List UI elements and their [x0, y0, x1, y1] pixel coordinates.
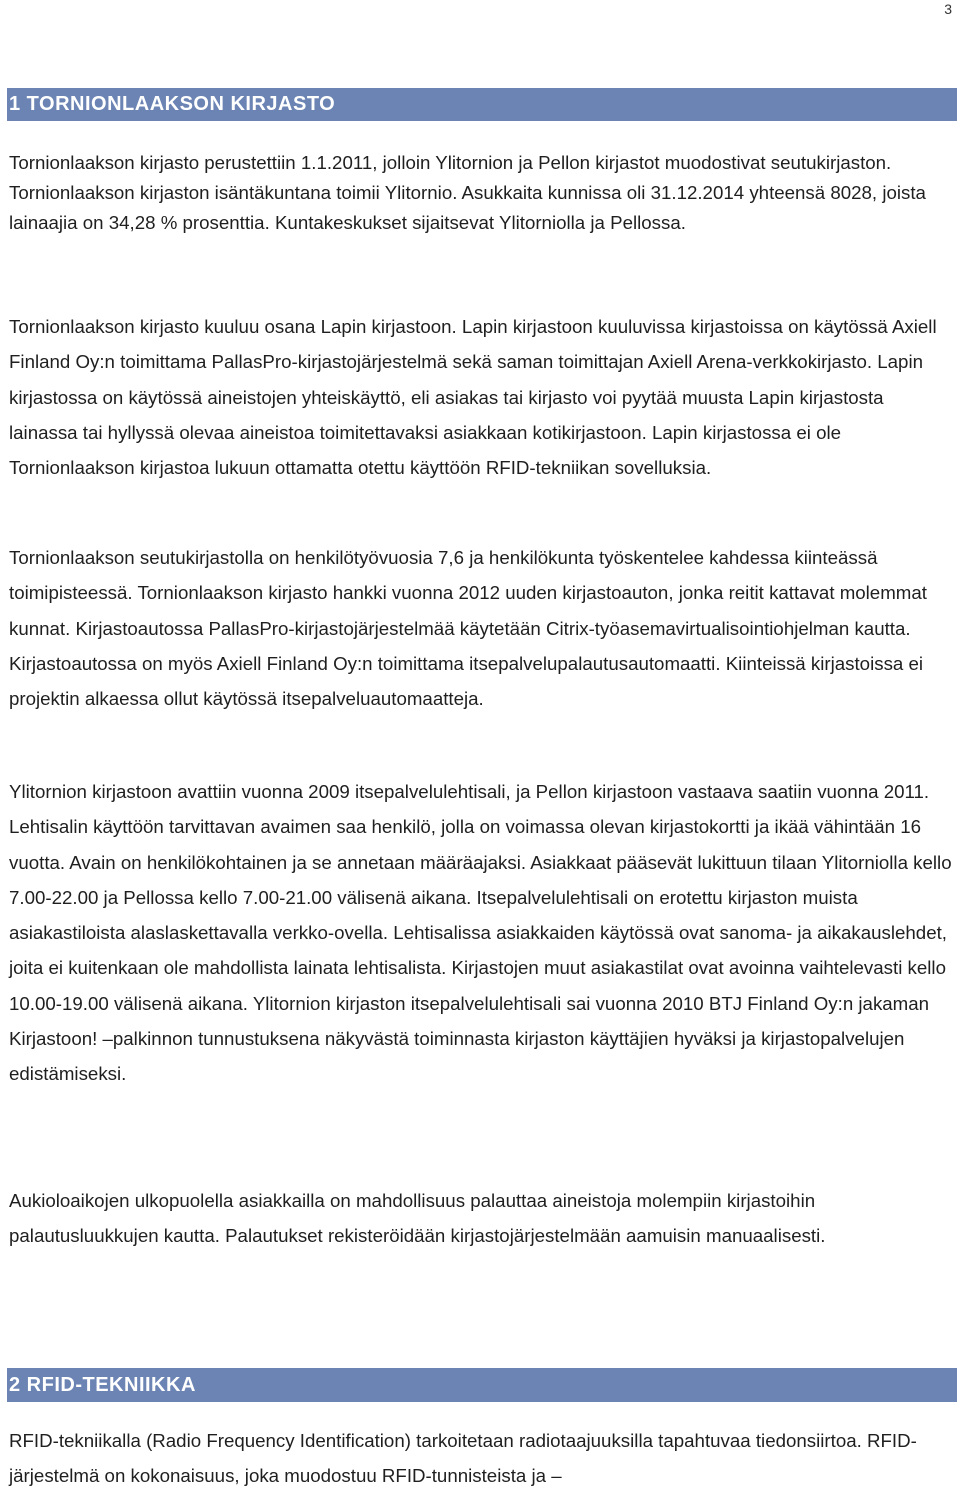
paragraph-self-service-reading-room: Ylitornion kirjastoon avattiin vuonna 2009 itsepalvelulehtisali, ja Pellon kirjastoon vastaava saatiin vuonna 2011. Lehtisalin käyttöön tarvittavan avaimen saa henkilö, jolla on voimassa olevan kirjastokortti ja ikää vähintään 16 vuotta. Avain on henkilökohtainen ja se annetaan määräajaksi. Asiakkaat pääsevät lukittuun tilaan Ylitorniolla kello 7.00-22.00 ja Pellossa kello 7.00-21.00 välisenä aikana. Itsepalvelulehtisali on erotettu kirjaston muista asiakastiloista alaslaskettavalla verkko-ovella. Lehtisalissa asiakkaiden käytössä ovat sanoma- ja aikakauslehdet, joita ei kuitenkaan ole mahdollista lainata lehtisalista. Kirjastojen muut asiakastilat ovat avoinna vaihtelevasti kello 10.00-19.00 välisenä aikana. Ylitornion kirjaston itsepalvelulehtisali sai vuonna 2010 BTJ Finland Oy:n jakaman Kirjastoon! –palkinnon tunnustuksena näkyvästä toiminnasta kirjaston käyttäjien hyväksi ja kirjastopalvelujen edistämiseksi.: [9, 781, 952, 1085]
section-heading-1: [7, 88, 957, 121]
paragraph-lapin-kirjasto: Tornionlaakson kirjasto kuuluu osana Lapin kirjastoon. Lapin kirjastoon kuuluvissa kirjastoissa on käytössä Axiell Finland Oy:n toimittama PallasPro-kirjastojärjestelmä sekä saman toimittajan Axiell Arena-verkkokirjasto. Lapin kirjastossa on käytössä aineistojen yhteiskäyttö, eli asiakas tai kirjasto voi pyytää muusta Lapin kirjastosta lainassa tai hyllyssä olevaa aineistoa toimitettavaksi asiakkaan kotikirjastoon. Lapin kirjastossa ei ole Tornionlaakson kirjastoa lukuun ottamatta otettu käyttöön RFID-tekniikan sovelluksia.: [9, 316, 937, 479]
paragraph-rfid-intro: RFID-tekniikalla (Radio Frequency Identification) tarkoitetaan radiotaajuuksilla tapahtuvaa tiedonsiirtoa. RFID-järjestelmä on kokonaisuus, joka muodostuu RFID-tunnisteista ja –: [9, 1430, 917, 1487]
section-heading-1-text: 1 TORNIONLAAKSON KIRJASTO: [9, 93, 336, 115]
paragraph-return-hatches: Aukioloaikojen ulkopuolella asiakkailla on mahdollisuus palauttaa aineistoja molempiin kirjastoihin palautusluukkujen kautta. Palautukset rekisteröidään kirjastojärjestelmään aamuisin manuaalisesti.: [9, 1190, 826, 1247]
page-number: 3: [944, 1, 952, 17]
section-heading-2-text: 2 RFID-TEKNIIKKA: [9, 1374, 196, 1396]
paragraph-staff-bookmobile: Tornionlaakson seutukirjastolla on henkilötyövuosia 7,6 ja henkilökunta työskentelee kahdessa kiinteässä toimipisteessä. Tornionlaakson kirjasto hankki vuonna 2012 uuden kirjastoauton, jonka reitit kattavat molemmat kunnat. Kirjastoautossa PallasPro-kirjastojärjestelmää käytetään Citrix-työasemavirtualisointiohjelman kautta. Kirjastoautossa on myös Axiell Finland Oy:n toimittama itsepalvelupalautusautomaatti. Kiinteissä kirjastoissa ei projektin alkaessa ollut käytössä itsepalveluautomaatteja.: [9, 547, 927, 710]
section-heading-2: [7, 1368, 957, 1402]
paragraph-intro: Tornionlaakson kirjasto perustettiin 1.1.2011, jolloin Ylitornion ja Pellon kirjastot muodostivat seutukirjaston. Tornionlaakson kirjaston isäntäkuntana toimii Ylitornio. Asukkaita kunnissa oli 31.12.2014 yhteensä 8028, joista lainaajia on 34,28 % prosenttia. Kuntakeskukset sijaitsevat Ylitorniolla ja Pellossa.: [9, 152, 926, 233]
